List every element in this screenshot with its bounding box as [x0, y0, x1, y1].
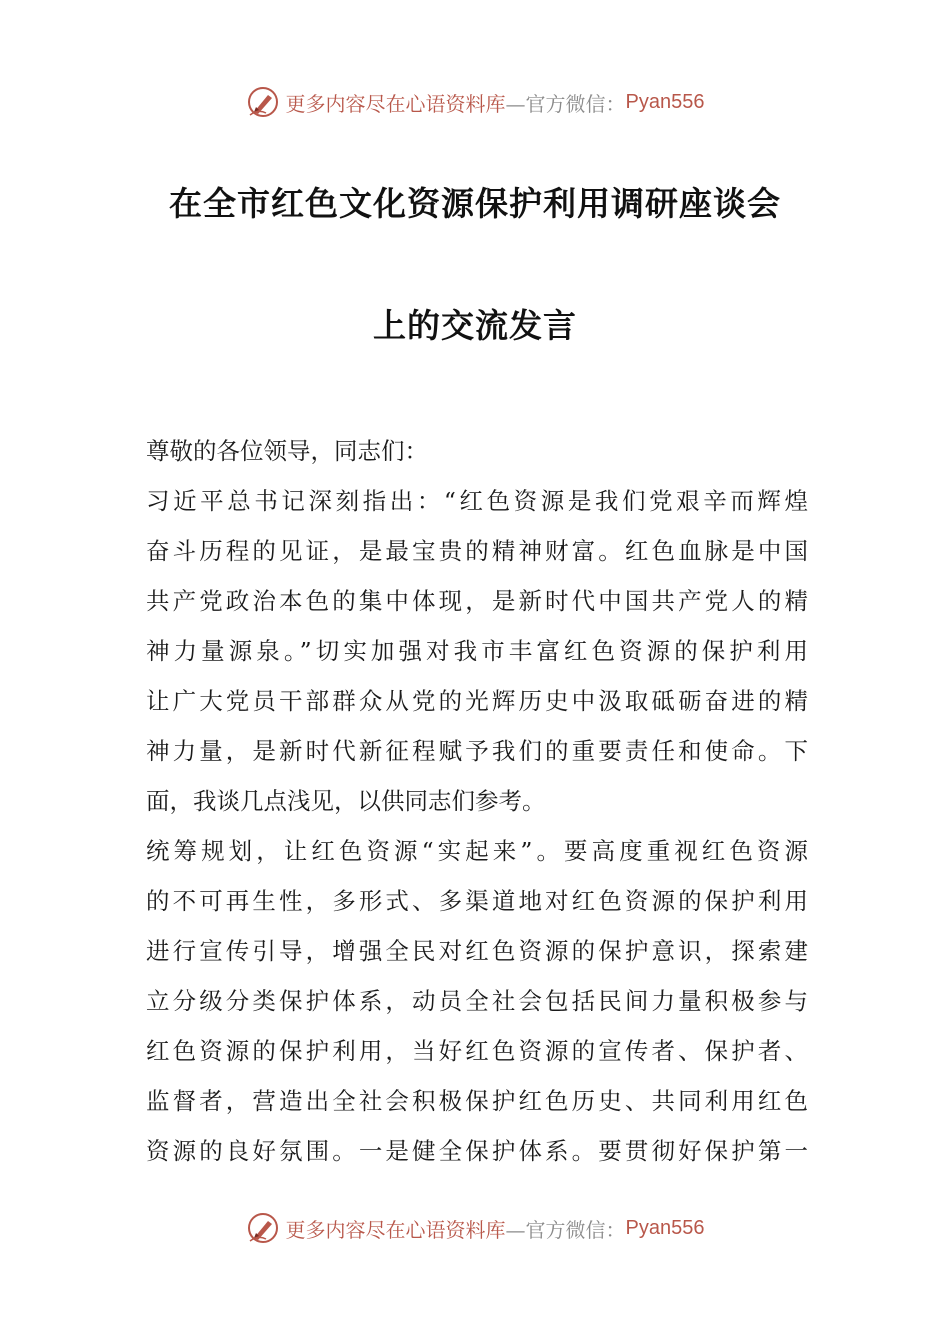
body-line: 统筹规划，让红色资源“实起来”。要高度重视红色资源 — [146, 837, 808, 865]
document-title-line1: 在全市红色文化资源保护利用调研座谈会 — [169, 184, 781, 223]
watermark-red-text: 更多内容尽在心语资料库 — [285, 91, 506, 116]
watermark-gray-text: —官方微信： — [505, 1217, 626, 1242]
pen-logo-icon — [246, 1211, 280, 1245]
body-line: 让广大党员干部群众从党的光辉历史中汲取砥砺奋进的精 — [146, 687, 808, 715]
body-line: 的不可再生性，多形式、多渠道地对红色资源的保护利用 — [146, 887, 808, 915]
watermark-wechat-id: Pyan556 — [625, 1216, 705, 1239]
body-line: 立分级分类保护体系，动员全社会包括民间力量积极参与 — [146, 987, 808, 1015]
body-line: 尊敬的各位领导，同志们： — [146, 437, 428, 465]
body-line: 资源的良好氛围。一是健全保护体系。要贯彻好保护第一 — [146, 1137, 808, 1165]
watermark-banner-top — [0, 82, 950, 122]
document-body — [146, 426, 808, 1176]
body-line: 共产党政治本色的集中体现，是新时代中国共产党人的精 — [146, 587, 808, 615]
watermark-wechat-id: Pyan556 — [625, 90, 705, 113]
watermark-banner-bottom — [0, 1208, 950, 1248]
body-line: 神力量源泉。”切实加强对我市丰富红色资源的保护利用 — [146, 637, 808, 665]
pen-logo-icon — [246, 85, 280, 119]
body-line: 奋斗历程的见证，是最宝贵的精神财富。红色血脉是中国 — [146, 537, 808, 565]
watermark-red-text: 更多内容尽在心语资料库 — [285, 1217, 506, 1242]
body-line: 红色资源的保护利用，当好红色资源的宣传者、保护者、 — [146, 1037, 808, 1065]
body-line: 进行宣传引导，增强全民对红色资源的保护意识，探索建 — [146, 937, 808, 965]
watermark-gray-text: —官方微信： — [505, 91, 626, 116]
body-line: 监督者，营造出全社会积极保护红色历史、共同利用红色 — [146, 1087, 808, 1115]
body-line: 习近平总书记深刻指出：“红色资源是我们党艰辛而辉煌 — [146, 487, 808, 515]
body-line: 神力量，是新时代新征程赋予我们的重要责任和使命。下 — [146, 737, 808, 765]
body-line: 面，我谈几点浅见，以供同志们参考。 — [146, 787, 546, 815]
document-title-line2: 上的交流发言 — [373, 306, 577, 345]
